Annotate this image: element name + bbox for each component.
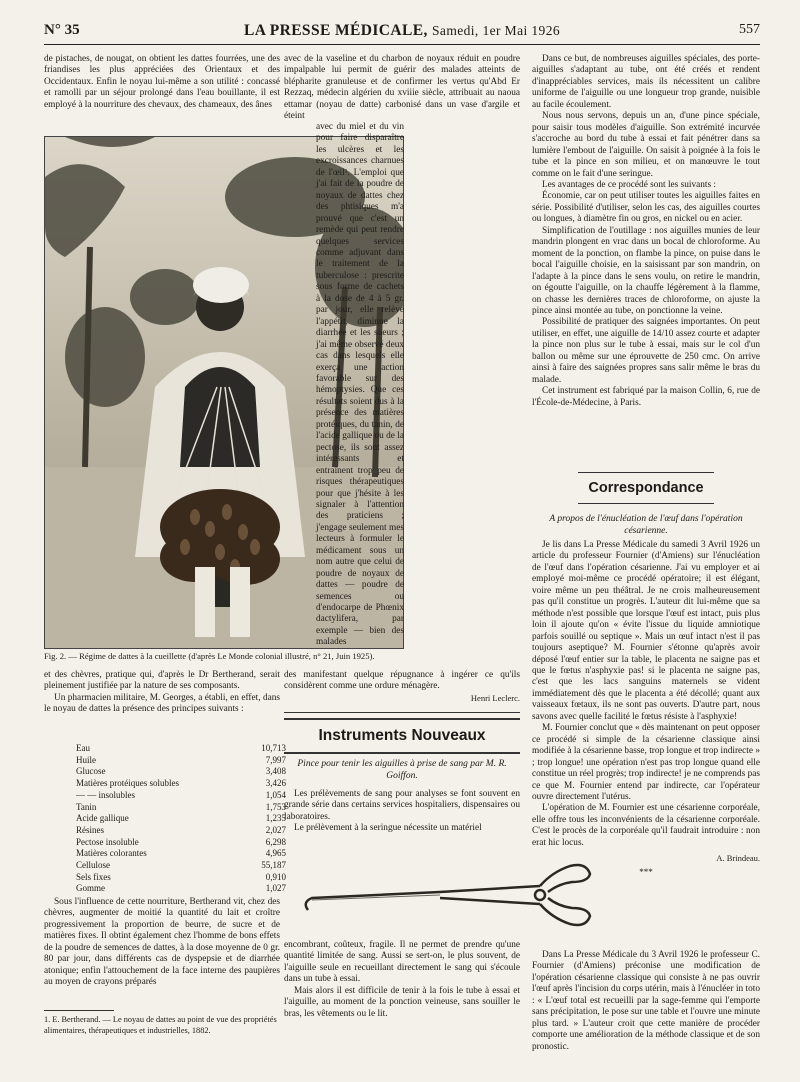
signature-brindeau: A. Brindeau. xyxy=(716,853,760,864)
composition-row xyxy=(76,802,286,814)
instruments-text-1 xyxy=(284,789,520,835)
paragraph: Je lis dans La Presse Médicale du samedi 3 Avril 1926 un article du professeur Fournier (d'Amiens) sur l'énucléation de l'œuf dans l'opération césarienne. J'ai vu employer et ai employé moi-même ce procédé opératoire; il est élégant, voire même un peu théâtral. Je ne crois malheureusement pas qu'il constitue un progrès. L'auteur dit lui-même que sa méthode n'est possible que lorsque l'œuf est intact, puis plus loin il ajoute qu'on « évite l'issue du liquide amniotique parfois souillé ou septique ». Mais un œuf intact n'est il pas toujours aseptique? M. Fournier s'étonne qu'après avoir déposé l'œuf entier sur la table, le placenta ne saigne pas et que le fœtus n'asphyxie pas! si le placenta ne saigne pas, c'est que les lacs sanguins maternels se vident immédiatement dès que le placenta a été décollé; quant aux vaisseaux fœtaux, ils ne sont pas ouverts. D'autre part, nous savons avec quelle facilité le fœtus résiste à l'asphyxie! xyxy=(532,540,760,722)
composition-name: Cellulose xyxy=(76,860,110,871)
composition-name: Glucose xyxy=(76,766,106,777)
paragraph: avec de la vaseline et du charbon de noyaux réduit en poudre impalpable lui permit de guérir des malades atteints de blépharite granuleuse et de confirmer les vertus qu'Abd Er Rezzaq, médecin algérien du xviiie siècle, attribuait au naoua ettamar (noyau de datte) carbonisé dans un vase d'argile et éteint xyxy=(284,54,520,122)
composition-name: Acide gallique xyxy=(76,813,129,824)
composition-name: Tanin xyxy=(76,801,97,812)
correspondance-title-box xyxy=(578,472,714,504)
composition-value: 2,027 xyxy=(265,824,286,835)
composition-row xyxy=(76,825,286,837)
paragraph: L'opération de M. Fournier est une césarienne corporéale, elle offre tous les inconvénients de la césarienne corporéale. C'est le procès de la corporéale qu'il faudrait introduire : non erat hic locus. xyxy=(532,803,760,848)
instruments-text-2 xyxy=(284,940,520,1020)
paragraph: Les prélèvements de sang pour analyses se font souvent en grande série dans certains services hospitaliers, dispensaires ou laboratoires. xyxy=(284,789,520,822)
composition-name: Pectose insoluble xyxy=(76,836,139,847)
page-header xyxy=(44,22,760,44)
paragraph: des manifestant quelque répugnance à ingérer ce qu'ils considèrent comme une ordure ménagère. xyxy=(284,670,520,692)
paragraph: Économie, car on peut utiliser toutes les aiguilles faites en série. Possibilité d'utiliser, selon les cas, des aiguilles courtes ou longues, à diamètre fin ou gros, en nickel ou en acier. xyxy=(532,191,760,225)
composition-row xyxy=(76,755,286,767)
composition-name: Résines xyxy=(76,824,104,835)
journal-title-line xyxy=(44,22,760,40)
composition-name: Sels fixes xyxy=(76,871,111,882)
composition-name: Eau xyxy=(76,743,90,753)
journal-title: LA PRESSE MÉDICALE, xyxy=(243,22,428,39)
paragraph: Mais alors il est difficile de tenir à la fois le tube à essai et l'aiguille, au moment de la ponction veineuse, sans souiller le bras, les vêtements ou le lit. xyxy=(284,985,520,1019)
composition-row xyxy=(76,837,286,849)
composition-value: 1,753 xyxy=(265,801,286,812)
composition-value: 1,027 xyxy=(265,883,286,894)
instruments-subtitle: Pince pour tenir les aiguilles à prise de sang par M. R. Goiffon. xyxy=(297,759,507,781)
composition-row xyxy=(76,766,286,778)
paragraph: Un pharmacien militaire, M. Georges, a établi, en effet, dans le noyau de dattes la présence des principes suivants : xyxy=(44,692,280,715)
paragraph: Sous l'influence de cette nourriture, Bertherand vit, chez des chèvres, augmenter de moitié la quantité du lait et croître progressivement la proportion de beurre, de sucre et de matières fixes. Il obtint également chez l'homme de bons effets de la poudre de semences de dattes, à la dose moyenne de 0 gr. 80 par jour, dans différents cas de dyspepsie et de diarrhée atonique; enfin l'attouchement de la face interne des paupières au moyen de crayons préparés xyxy=(44,897,280,988)
composition-name: Gomme xyxy=(76,883,105,894)
section-rule xyxy=(284,712,520,713)
composition-value: 4,965 xyxy=(265,848,286,859)
paragraph: Possibilité de pratiquer des saignées importantes. On peut utiliser, en effet, une aiguille de 14/10 assez courte et adapter la pince non plus sur le tube à essai, mais sur le col d'un ballon ou même sur une éprouvette de 250 cmc. On arrive ainsi à faire des saignées propres sans salir même le bras du malade. xyxy=(532,317,760,385)
paragraph: encombrant, coûteux, fragile. Il ne permet de prendre qu'une quantité limitée de sang. Aussi se sert-on, le plus souvent, de l'aiguille seule en recueillant directement le sang qui s'écoule dans un tube à essai. xyxy=(284,940,520,985)
section-stars: *** xyxy=(639,866,653,877)
composition-value: 55,187 xyxy=(261,860,286,871)
correspondance-text-2 xyxy=(532,950,760,1053)
paragraph: Nous nous servons, depuis un an, d'une pince spéciale, pour saisir tous modèles d'aiguille. Son extrémité incurvée s'accroche au bord du tube à essai et fait pénétrer dans sa lumière l'embout de l'aiguille. On saisit à poignée à la fois le tube et la pince en son milieu, et on manœuvre le tout comme on le fait d'une seringue. xyxy=(532,111,760,179)
composition-table xyxy=(76,743,286,895)
middle-top-text xyxy=(284,54,520,123)
composition-value: 7,997 xyxy=(265,754,286,765)
paragraph: de pistaches, de nougat, on obtient les dattes fourrées, une des friandises les plus appréciées des Orientaux et des Occidentaux. Enfin le noyau lui-même a son utilité : concassé et ramolli par un séjour prolongé dans l'eau bouillante, il est employé à la nourriture des chevaux, des chameaux, des ânes xyxy=(44,54,280,110)
composition-value: 1,054 xyxy=(265,789,286,800)
paragraph: Le prélèvement à la seringue nécessite un matériel xyxy=(294,823,482,834)
composition-value: 3,408 xyxy=(265,766,286,777)
left-lower-text xyxy=(44,670,280,716)
correspondance-title: Correspondance xyxy=(588,480,704,496)
correspondance-text xyxy=(532,540,760,880)
footnote-rule xyxy=(44,1010,114,1011)
paragraph: avec du miel et du vin pour faire disparaître les ulcères et les excroissances charnues de l'œil¹. L'emploi que j'ai fait de la poudre de noyaux de dattes chez des phtisiques m'a prouvé que c'est un remède qui peut rendre quelques services comme adjuvant dans le traitement de la tuberculose : prescrite sous forme de cachets à la dose de 4 à 5 gr. par jour, elle relève l'appétit, diminue la diarrhée et les sueurs ; j'ai même observé deux cas dans lesquels elle exerça une action favorable sur des hémoptysies. Que ces résultats soient dus à la présence des matières protéiques, du tanin, de l'acide gallique ou de la pectose, ils sont assez intéressants et entraînent trop peu de risques thérapeutiques pour que j'hésite à les signaler à l'attention des praticiens ; j'engage seulement mes lecteurs à formuler le médicament sous un nom autre que celui de poudre de noyaux de dattes — poudre de semences ou d'endocarpe de Phœnix dactylifera, par exemple — bien des malades xyxy=(316,122,404,648)
composition-row xyxy=(76,883,286,895)
paragraph: Dans La Presse Médicale du 3 Avril 1926 le professeur C. Fournier (d'Amiens) préconise une modification de l'opération césarienne classique qui consiste à ne pas ouvrir l'œuf après l'incision du corps utérin, mais à l'énucléer in toto : « L'œuf total est recueilli par la sage-femme qui l'emporte sans précipitation, le pose sur une table et l'ouvre une minute plus tard. » L'auteur croit que cette manière de procéder comporte une amélioration de la méthode classique et de son pronostic. xyxy=(532,950,760,1052)
issue-number: N° 35 xyxy=(44,22,80,38)
paragraph: Cet instrument est fabriqué par la maison Collin, 6, rue de l'École-de-Médecine, à Paris. xyxy=(532,386,760,408)
composition-row xyxy=(76,813,286,825)
instruments-title-box xyxy=(284,718,520,754)
composition-row xyxy=(76,790,286,802)
composition-row xyxy=(76,778,286,790)
paragraph: et des chèvres, pratique qui, d'après le Dr Bertherand, serait pleinement justifiée par la nature de ses composants. xyxy=(44,670,280,692)
text-beside-photo xyxy=(316,122,404,649)
right-top-text xyxy=(532,54,760,409)
composition-row xyxy=(76,860,286,872)
paragraph: Simplification de l'outillage : nos aiguilles munies de leur mandrin plongent en vrac dans un bocal de chloroforme. Au moment de la ponction, on flambe la pince, on puise dans le bocal l'aiguille choisie, en la saisissant par son mandrin, on l'adapte à la pince dans le sens voulu, on retire le mandrin, on égoutte l'aiguille, on la chauffe légèrement à la flamme, on chasse les dernières traces de chloroforme, on ajuste la pince ainsi montée au tube, on ponctionne la veine. xyxy=(532,225,760,316)
composition-row xyxy=(76,848,286,860)
composition-value: 10,713 xyxy=(261,743,286,753)
composition-name: — — insolubles xyxy=(76,789,136,800)
composition-name: Huile xyxy=(76,754,96,765)
left-bottom-text xyxy=(44,897,280,989)
composition-row xyxy=(76,743,286,755)
paragraph: Dans ce but, de nombreuses aiguilles spéciales, des porte-aiguilles s'adaptant au tube, ont été créés et rendent d'inappréciables services, mais ils nécessitent un calibre uniforme de l'aiguille ou une longueur trop grande, nuisible au facile écoulement. xyxy=(532,54,760,110)
composition-row xyxy=(76,872,286,884)
footnote: 1. E. Bertherand. — Le noyau de dattes au point de vue des propriétés alimentaires, thérapeutiques et industrielles, 1882. xyxy=(44,1015,277,1035)
left-top-text xyxy=(44,54,280,111)
composition-value: 1,235 xyxy=(265,813,286,824)
composition-name: Matières protéiques solubles xyxy=(76,778,179,789)
composition-value: 0,910 xyxy=(265,871,286,882)
signature-leclerc: Henri Leclerc. xyxy=(470,692,520,703)
paragraph: M. Fournier conclut que « dès maintenant on peut opposer ce procédé si simple de la césarienne classique ainsi modifiée à la césarienne basse, trop longue et trop indirecte » ; trop longue! une opération n'est pas trop longue quand elle constitue un réel progrès; trop indirecte! je ne comprends pas ce que M. Fournier entend par indirecte, car l'opérateur ouvre directement l'utérus. xyxy=(532,723,760,802)
composition-value: 3,426 xyxy=(265,778,286,789)
instruments-title: Instruments Nouveaux xyxy=(318,727,486,744)
header-rule xyxy=(44,44,760,45)
middle-after-caption xyxy=(284,670,520,704)
issue-date: Samedi, 1er Mai 1926 xyxy=(432,23,560,38)
paragraph: Les avantages de ce procédé sont les suivants : xyxy=(542,179,716,190)
page-number: 557 xyxy=(739,22,760,37)
composition-value: 6,298 xyxy=(265,836,286,847)
figure-caption: Fig. 2. — Régime de dattes à la cueillette (d'après Le Monde colonial illustré, n° 21, Juin 1925). xyxy=(44,651,375,661)
composition-name: Matières colorantes xyxy=(76,848,147,859)
correspondance-subtitle: A propos de l'énucléation de l'œuf dans l'opération césarienne. xyxy=(549,514,743,536)
